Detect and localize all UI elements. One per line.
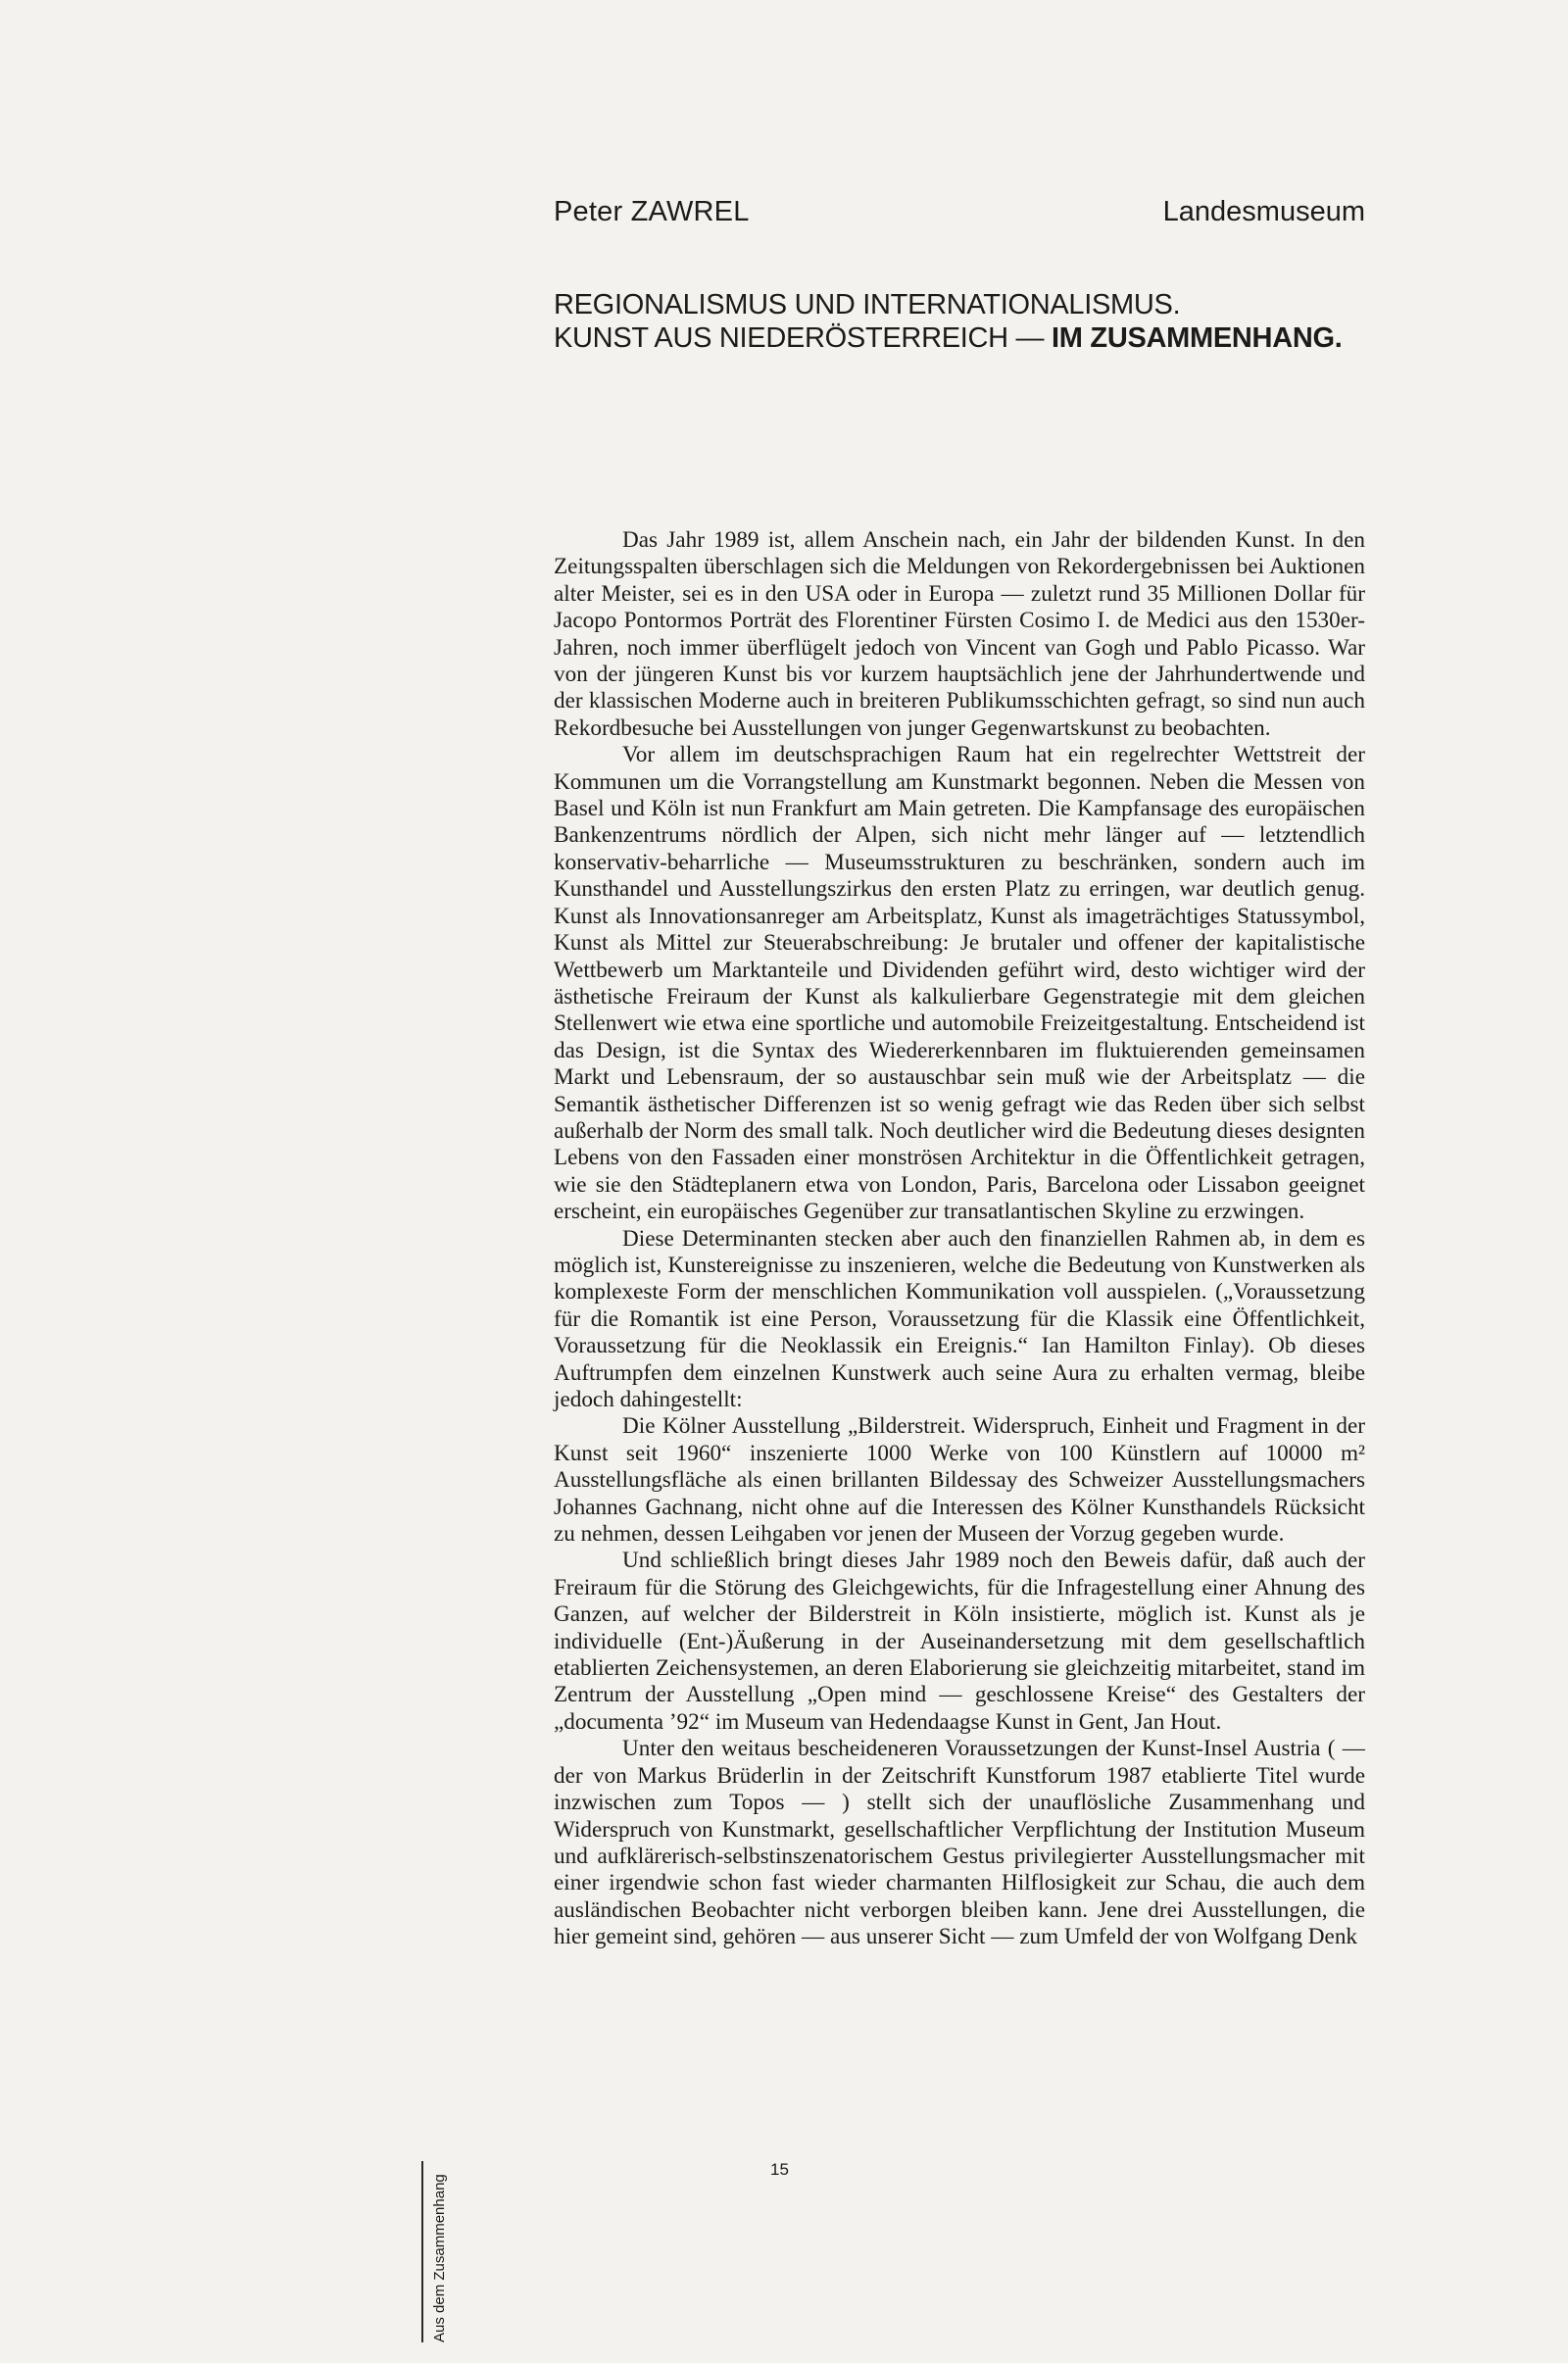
title-line-2 [554,321,1377,355]
title-line-2-bold: IM ZUSAMMENHANG. [1052,322,1343,354]
title-line-2-regular: KUNST AUS NIEDERÖSTERREICH — [554,322,1053,354]
page-number: 15 [770,2160,789,2179]
section-side-label: Aus dem Zusammenhang [431,2174,448,2342]
author-name: Peter ZAWREL [554,196,750,227]
title-line-1: REGIONALISMUS UND INTERNATIONALISMUS. [554,289,1181,320]
body-paragraph: Die Kölner Ausstellung „Bilderstreit. Widerspruch, Einheit und Fragment in der Kunst seit 1960“ inszenierte 1000 Werke von 100 Künstlern auf 10000 m² Ausstellungsfläche als einen brillanten Bildessay des Schweizer Ausstellungsmachers Johannes Gachnang, nicht ohne auf die Interessen des Kölner Kunsthandels Rücksicht zu nehmen, dessen Leihgaben vor jenen der Museen der Vorzug gegeben wurde. [554,1413,1365,1548]
body-paragraph: Und schließlich bringt dieses Jahr 1989 noch den Beweis dafür, daß auch der Freiraum für die Störung des Gleichgewichts, für die Infragestellung einer Ahnung des Ganzen, auf welcher der Bilderstreit in Köln insistierte, möglich ist. Kunst als je individuelle (Ent-)Äußerung in der Auseinandersetzung mit dem gesellschaftlich etablierten Zeichensystemen, an deren Elaborierung sie gleichzeitig mitarbeitet, stand im Zentrum der Ausstellung „Open mind — geschlossene Kreise“ des Gestalters der „documenta ’92“ im Museum van Hedendaagse Kunst in Gent, Jan Hout. [554,1548,1365,1735]
institution-name: Landesmuseum [1162,196,1365,227]
article-body [554,527,1365,1951]
side-rule-divider [421,2161,423,2342]
body-paragraph: Diese Determinanten stecken aber auch den finanziellen Rahmen ab, in dem es möglich ist, Kunstereignisse zu inszenieren, welche die Bedeutung von Kunstwerken als komplexeste Form der menschlichen Kommunikation voll ausspielen. („Voraussetzung für die Romantik ist eine Person, Voraussetzung für die Klassik eine Öffentlichkeit, Voraussetzung für die Neoklassik ein Ereignis.“ Ian Hamilton Finlay). Ob dieses Auftrumpfen dem einzelnen Kunstwerk auch seine Aura zu erhalten vermag, bleibe jedoch dahingestellt: [554,1225,1365,1412]
body-paragraph: Vor allem im deutschsprachigen Raum hat ein regelrechter Wettstreit der Kommunen um die Vorrangstellung am Kunstmarkt begonnen. Neben die Messen von Basel und Köln ist nun Frankfurt am Main getreten. Die Kampfansage des europäischen Bankenzentrums nördlich der Alpen, sich nicht mehr länger auf — letztendlich konservativ-beharrliche — Museumsstrukturen zu beschränken, sondern auch im Kunsthandel und Ausstellungszirkus den ersten Platz zu erringen, war deutlich genug. Kunst als Innovationsanreger am Arbeitsplatz, Kunst als imageträchtiges Statussymbol, Kunst als Mittel zur Steuerabschreibung: Je brutaler und offener der kapitalistische Wettbewerb um Marktanteile und Dividenden geführt wird, desto wichtiger wird der ästhetische Freiraum der Kunst als kalkulierbare Gegenstrategie mit dem gleichen Stellenwert wie etwa eine sportliche und automobile Freizeitgestaltung. Entscheidend ist das Design, ist die Syntax des Wiedererkennbaren im fluktuierenden gemeinsamen Markt und Lebensraum, der so austauschbar sein muß wie der Arbeitsplatz — die Semantik ästhetischer Differenzen ist so wenig gefragt wie das Reden über sich selbst außerhalb der Norm des small talk. Noch deutlicher wird die Bedeutung dieses designten Lebens von den Fassaden einer monströsen Architektur in die Öffentlichkeit getragen, wie sie den Städteplanern etwa von London, Paris, Barcelona oder Lissabon geeignet erscheint, ein europäisches Gegenüber zur transatlantischen Skyline zu erzwingen. [554,742,1365,1225]
article-title [554,288,1377,355]
body-paragraph: Das Jahr 1989 ist, allem Anschein nach, ein Jahr der bildenden Kunst. In den Zeitungsspalten überschlagen sich die Meldungen von Rekordergebnissen bei Auktionen alter Meister, sei es in den USA oder in Europa — zuletzt rund 35 Millionen Dollar für Jacopo Pontormos Porträt des Florentiner Fürsten Cosimo I. de Medici aus den 1530er-Jahren, noch immer überflügelt jedoch von Vincent van Gogh und Pablo Picasso. War von der jüngeren Kunst bis vor kurzem hauptsächlich jene der Jahrhundertwende und der klassischen Moderne auch in breiteren Publikumsschichten gefragt, so sind nun auch Rekordbesuche bei Ausstellungen von junger Gegenwartskunst zu beobachten. [554,527,1365,741]
body-paragraph: Unter den weitaus bescheideneren Voraussetzungen der Kunst-Insel Austria ( — der von Markus Brüderlin in der Zeitschrift Kunstforum 1987 etablierte Titel wurde inzwischen zum Topos — ) stellt sich der unauflösliche Zusammenhang und Widerspruch von Kunstmarkt, gesellschaftlicher Verpflichtung der Institution Museum und aufklärerisch-selbstinszenatorischem Gestus privilegierter Ausstellungsmacher mit einer irgendwie schon fast wieder charmanten Hilflosigkeit zur Schau, die auch dem ausländischen Beobachter nicht verborgen bleiben kann. Jene drei Ausstellungen, die hier gemeint sind, gehören — aus unserer Sicht — zum Umfeld der von Wolfgang Denk [554,1736,1365,1950]
